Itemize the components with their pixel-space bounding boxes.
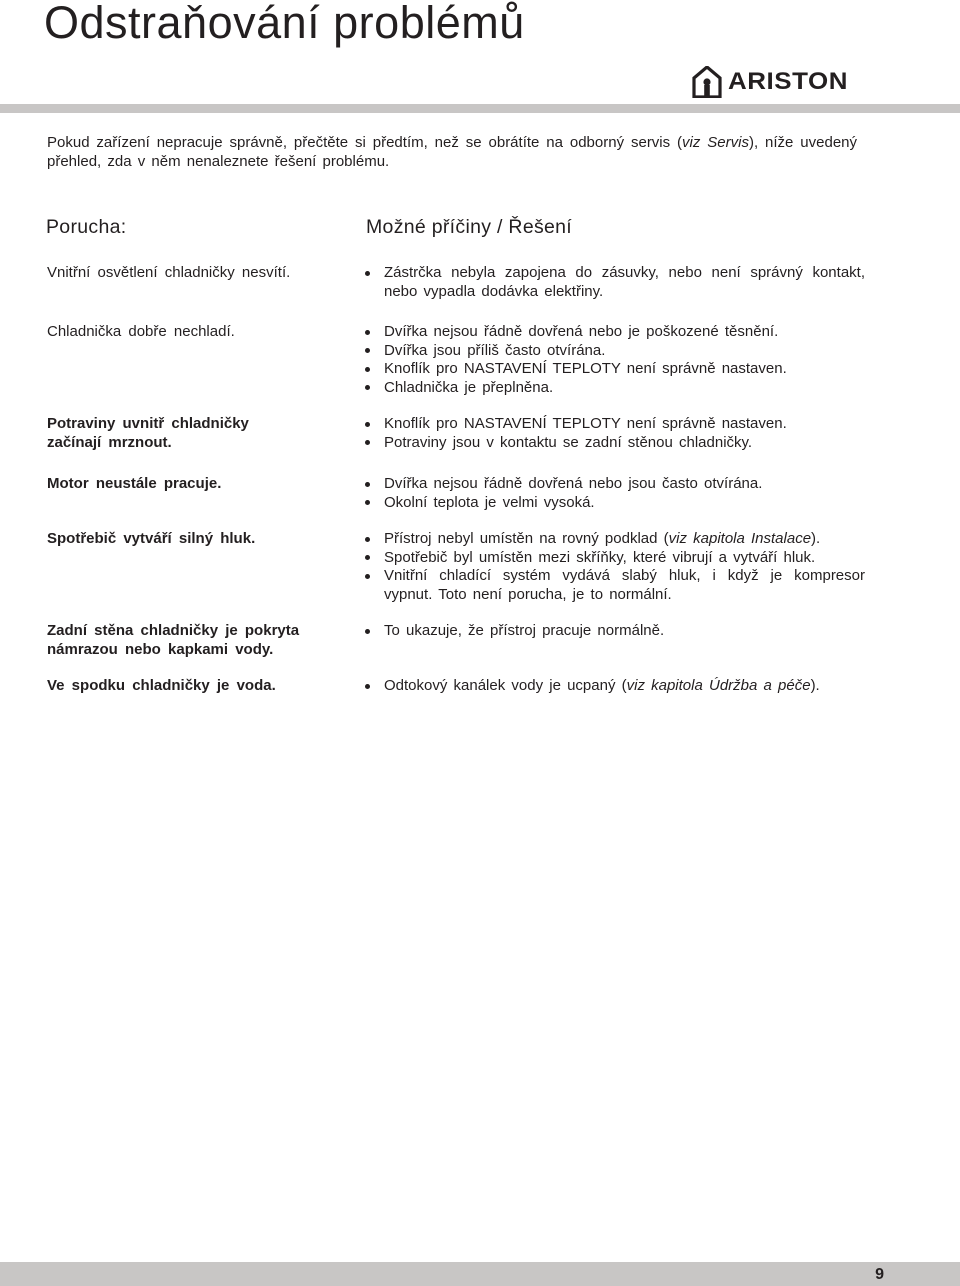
causes-list xyxy=(365,264,865,301)
bullet-icon xyxy=(365,385,370,390)
cause-item xyxy=(365,475,865,494)
cause-item xyxy=(365,360,865,379)
bullet-icon xyxy=(365,574,370,579)
cause-text: Dvířka jsou příliš často otvírána. xyxy=(384,341,606,359)
cause-text: Potraviny jsou v kontaktu se zadní stěnou chladničky. xyxy=(384,433,753,451)
causes-column-heading: Možné příčiny / Řešení xyxy=(366,216,573,238)
header-rule xyxy=(0,104,960,113)
bullet-icon xyxy=(365,367,370,372)
cause-text: Chladnička je přeplněna. xyxy=(384,378,554,396)
cause-item xyxy=(365,567,865,604)
brand-logo xyxy=(692,64,848,100)
cause-item xyxy=(365,342,865,361)
bullet-icon xyxy=(365,440,370,445)
brand-name: ARISTON xyxy=(728,68,848,95)
intro-italic: viz Servis xyxy=(682,134,749,151)
bullet-icon xyxy=(365,629,370,634)
cause-text: Dvířka nejsou řádně dovřená nebo je poškozené těsnění. xyxy=(384,323,779,340)
fault-label: Chladnička dobře nechladí. xyxy=(47,323,235,340)
cause-text: Okolní teplota je velmi vysoká. xyxy=(384,493,595,511)
bullet-icon xyxy=(365,555,370,560)
cause-item xyxy=(365,379,865,398)
causes-list xyxy=(365,677,865,696)
cause-text: To ukazuje, že přístroj pracuje normálně. xyxy=(384,622,665,639)
cause-item xyxy=(365,530,865,549)
bullet-icon xyxy=(365,684,370,689)
cause-italic: viz kapitola Instalace xyxy=(668,530,812,547)
footer-rule xyxy=(0,1262,960,1286)
fault-label: Potraviny uvnitř chladničky začínají mrznout. xyxy=(47,415,249,451)
causes-list xyxy=(365,415,865,452)
fault-column-heading: Porucha: xyxy=(46,216,127,238)
fault-label: Zadní stěna chladničky je pokryta námrazou nebo kapkami vody. xyxy=(47,622,300,658)
bullet-icon xyxy=(365,537,370,542)
causes-list xyxy=(365,622,865,641)
bullet-icon xyxy=(365,330,370,335)
cause-item xyxy=(365,323,865,342)
cause-text: Spotřebič byl umístěn mezi skříňky, které vibrují a vytváří hluk. xyxy=(384,548,816,566)
fault-label: Spotřebič vytváří silný hluk. xyxy=(47,530,256,547)
cause-text: Vnitřní chladící systém vydává slabý hluk, i když je kompresor vypnut. Toto není porucha, je to normální. xyxy=(384,567,865,603)
page-number: 9 xyxy=(875,1266,884,1283)
cause-text: Knoflík pro NASTAVENÍ TEPLOTY není správně nastaven. xyxy=(384,360,787,377)
cause-text: Dvířka nejsou řádně dovřená nebo jsou často otvírána. xyxy=(384,475,763,492)
fault-label: Vnitřní osvětlení chladničky nesvítí. xyxy=(47,264,291,281)
cause-item xyxy=(365,549,865,568)
cause-item xyxy=(365,494,865,513)
cause-item xyxy=(365,415,865,434)
causes-list xyxy=(365,475,865,512)
fault-label: Motor neustále pracuje. xyxy=(47,475,222,492)
intro-paragraph xyxy=(47,134,857,171)
cause-item xyxy=(365,434,865,453)
fault-label: Ve spodku chladničky je voda. xyxy=(47,677,276,694)
page-title: Odstraňování problémů xyxy=(44,0,525,48)
cause-text: Knoflík pro NASTAVENÍ TEPLOTY není správně nastaven. xyxy=(384,415,787,432)
cause-text: Zástrčka nebyla zapojena do zásuvky, nebo není správný kontakt, nebo vypadla dodávka elektřiny. xyxy=(384,264,865,300)
house-logo-icon xyxy=(692,66,722,98)
bullet-icon xyxy=(365,271,370,276)
bullet-icon xyxy=(365,500,370,505)
cause-italic: viz kapitola Údržba a péče xyxy=(626,677,811,694)
causes-list xyxy=(365,530,865,604)
bullet-icon xyxy=(365,348,370,353)
bullet-icon xyxy=(365,422,370,427)
bullet-icon xyxy=(365,482,370,487)
cause-item xyxy=(365,677,865,696)
cause-item xyxy=(365,264,865,301)
causes-list xyxy=(365,323,865,397)
cause-text-after: ). xyxy=(811,530,821,547)
cause-item xyxy=(365,622,865,641)
intro-before: Pokud zařízení nepracuje správně, přečtěte si předtím, než se obrátíte na odborný servis ( xyxy=(47,134,683,151)
cause-text: Odtokový kanálek vody je ucpaný ( xyxy=(384,677,627,694)
cause-text: Přístroj nebyl umístěn na rovný podklad ( xyxy=(384,530,669,547)
cause-text-after: ). xyxy=(810,677,820,694)
intro-after: ), níže uvedený přehled, zda v něm nenaleznete řešení problému. xyxy=(47,134,858,170)
